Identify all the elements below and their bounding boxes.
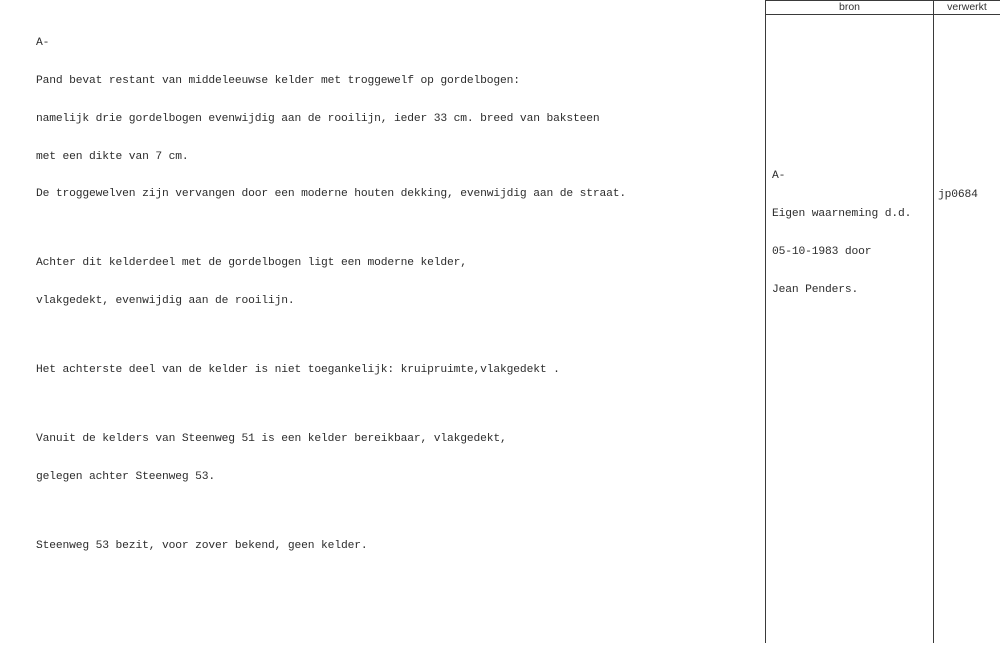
paragraph-2: [36, 232, 756, 333]
column-header-verwerkt: verwerkt: [947, 1, 987, 13]
source-line: Eigen waarneming d.d.: [772, 207, 912, 220]
column-divider-bron: [765, 0, 766, 643]
verwerkt-code: jp0684: [938, 189, 978, 201]
column-divider-verwerkt: [933, 0, 934, 643]
paragraph-5: [36, 515, 756, 578]
paragraph-1: [36, 12, 756, 226]
text-line: Het achterste deel van de kelder is niet toegankelijk: kruipruimte,vlakgedekt .: [36, 364, 560, 377]
text-line: A-: [36, 37, 50, 50]
text-line: Vanuit de kelders van Steenweg 51 is een kelder bereikbaar, vlakgedekt,: [36, 433, 507, 445]
text-line: De troggewelven zijn vervangen door een moderne houten dekking, evenwijdig aan de straat.: [36, 188, 627, 201]
header-bottom-border: [765, 14, 1000, 15]
source-line: 05-10-1983 door: [772, 245, 872, 258]
source-text: [772, 145, 932, 309]
text-line: Pand bevat restant van middeleeuwse kelder met troggewelf op gordelbogen:: [36, 74, 520, 87]
paragraph-4: [36, 408, 756, 509]
text-line: vlakgedekt, evenwijdig aan de rooilijn.: [36, 295, 295, 308]
text-line: namelijk drie gordelbogen evenwijdig aan de rooilijn, ieder 33 cm. breed van baksteen: [36, 112, 600, 125]
text-line: met een dikte van 7 cm.: [36, 150, 189, 163]
paragraph-3: [36, 339, 756, 402]
source-line: A-: [772, 170, 786, 183]
column-header-bron: bron: [838, 1, 860, 13]
description-text: [36, 12, 756, 584]
text-line: Achter dit kelderdeel met de gordelbogen ligt een moderne kelder,: [36, 257, 467, 270]
text-line: gelegen achter Steenweg 53.: [36, 470, 215, 483]
text-line: Steenweg 53 bezit, voor zover bekend, geen kelder.: [36, 539, 368, 552]
source-line: Jean Penders.: [772, 283, 859, 296]
